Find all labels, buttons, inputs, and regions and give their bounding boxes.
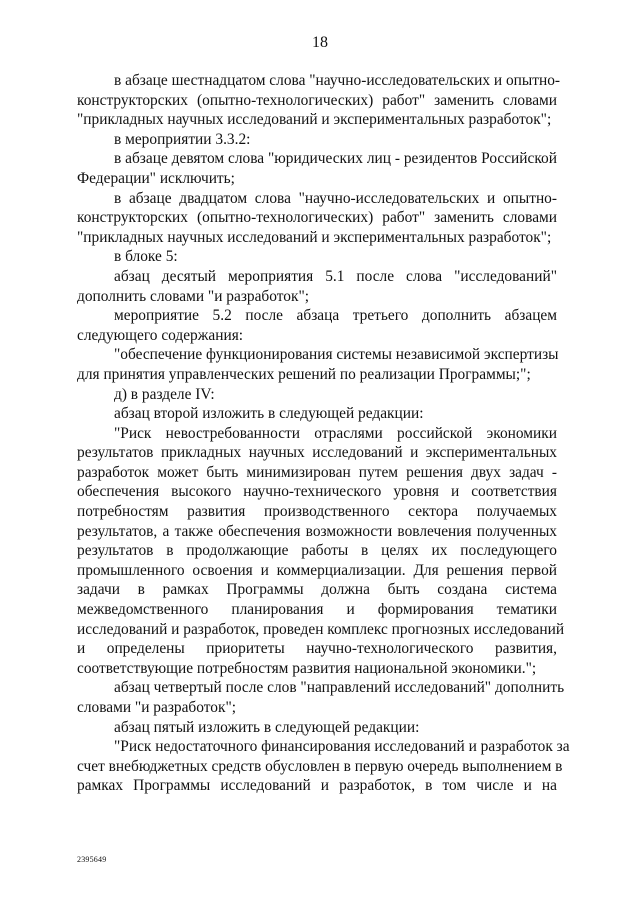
text-line: "обеспечение функционирования системы независимой экспертизы	[114, 346, 559, 364]
text-line: конструкторских (опытно-технологических) работ" заменить словами	[77, 209, 557, 227]
text-line: "Риск недостаточного финансирования исследований и разработок за	[114, 738, 570, 756]
text-line: потребностям развития производственного сектора получаемых	[77, 503, 557, 521]
page-number: 18	[312, 34, 328, 51]
text-line: д) в разделе IV:	[114, 385, 215, 403]
text-line: в абзаце двадцатом слова "научно-исследовательских и опытно-	[114, 189, 557, 207]
text-line: исследований и разработок, проведен комплекс прогнозных исследований	[77, 620, 565, 638]
text-line: результатов прикладных научных исследований и экспериментальных	[77, 444, 557, 462]
text-line: "Риск невостребованности отраслями российской экономики	[114, 424, 557, 442]
text-line: Федерации" исключить;	[77, 169, 235, 187]
text-line: результатов, а также обеспечения возможности вовлечения полученных	[77, 522, 557, 540]
text-line: словами "и разработок";	[77, 699, 237, 716]
text-line: мероприятие 5.2 после абзаца третьего дополнить абзацем	[114, 307, 557, 325]
text-line: задачи в рамках Программы должна быть создана система	[77, 581, 557, 599]
text-line: абзац четвертый после слов "направлений исследований" дополнить	[114, 679, 565, 697]
text-line: "прикладных научных исследований и экспериментальных разработок";	[77, 111, 552, 129]
text-line: следующего содержания:	[77, 326, 244, 344]
text-line: рамках Программы исследований и разработок, в том числе и на	[77, 777, 557, 795]
text-line: в блоке 5:	[114, 248, 178, 266]
text-line: для принятия управленческих решений по реализации Программы;";	[77, 365, 531, 383]
text-line: в мероприятии 3.3.2:	[114, 130, 251, 148]
text-line: в абзаце шестнадцатом слова "научно-исследовательских и опытно-	[114, 72, 561, 89]
text-line: результатов в продолжающие работы в целях их последующего	[77, 542, 557, 560]
text-line: конструкторских (опытно-технологических) работ" заменить словами	[77, 91, 557, 109]
text-line: межведомственного планирования и формирования тематики	[77, 601, 557, 619]
text-line: дополнить словами "и разработок";	[77, 287, 310, 305]
text-line: обеспечения высокого научно-технического уровня и соответствия	[77, 483, 557, 501]
text-line: "прикладных научных исследований и экспериментальных разработок";	[77, 228, 552, 246]
text-line: разработок может быть минимизирован путем решения двух задач -	[77, 463, 557, 481]
text-line: соответствующие потребностям развития национальной экономики.";	[77, 659, 537, 677]
text-line: счет внебюджетных средств обусловлен в первую очередь выполнением в	[77, 757, 563, 775]
text-line: абзац десятый мероприятия 5.1 после слова "исследований"	[114, 267, 557, 285]
document-body	[77, 71, 570, 796]
text-line: промышленного освоения и коммерциализации. Для решения первой	[77, 561, 557, 579]
text-line: в абзаце девятом слова "юридических лиц - резидентов Российской	[114, 150, 557, 168]
text-line: и определены приоритеты научно-технологического развития,	[77, 640, 557, 658]
document-code: 2395649	[77, 855, 107, 864]
text-line: абзац пятый изложить в следующей редакции:	[114, 718, 420, 736]
text-line: абзац второй изложить в следующей редакции:	[114, 405, 424, 423]
